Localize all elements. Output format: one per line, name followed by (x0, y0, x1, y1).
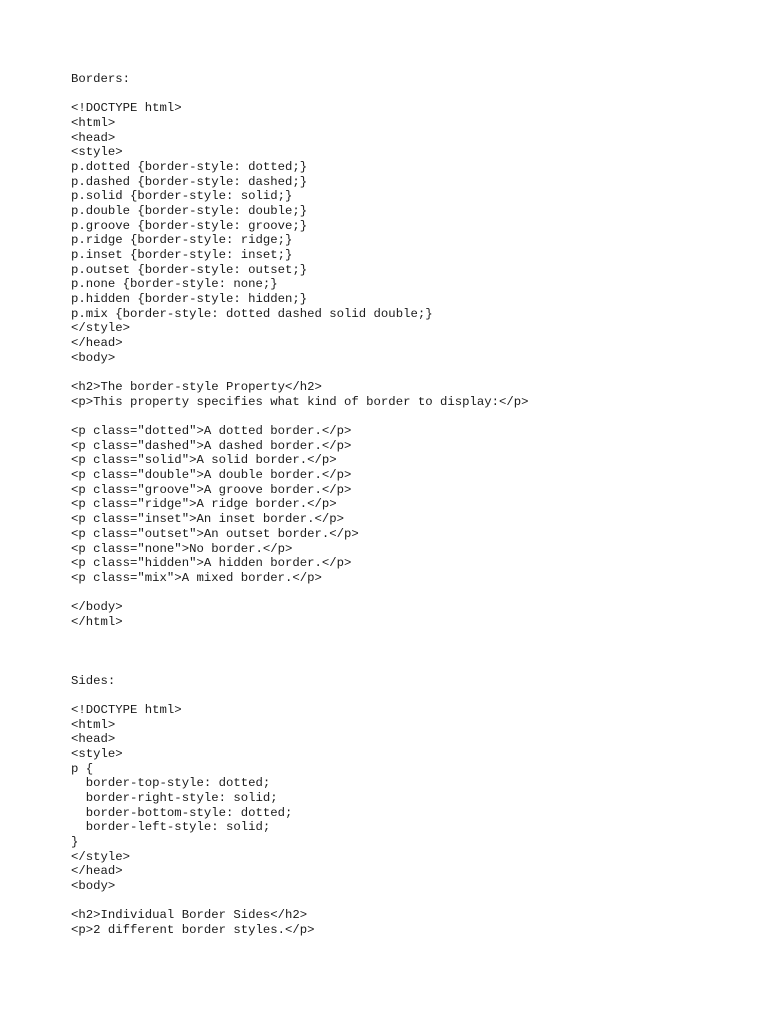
code-line: </head> (71, 336, 123, 351)
code-block (71, 101, 751, 629)
code-line: <p class="dotted">A dotted border.</p> (71, 424, 352, 439)
code-section (71, 674, 751, 938)
code-line: <p class="dashed">A dashed border.</p> (71, 438, 352, 453)
code-line: <p class="solid">A solid border.</p> (71, 453, 337, 468)
code-line: </html> (71, 614, 123, 629)
code-block (71, 703, 751, 938)
code-line: <p class="ridge">A ridge border.</p> (71, 497, 337, 512)
code-section (71, 72, 751, 630)
code-line: border-left-style: solid; (71, 820, 271, 835)
section-spacer (71, 630, 751, 674)
code-line: p.ridge {border-style: ridge;} (71, 233, 293, 248)
section-heading: Borders: (71, 72, 131, 86)
code-line: <p class="mix">A mixed border.</p> (71, 570, 322, 585)
code-line: <!DOCTYPE html> (71, 702, 182, 717)
code-line: <head> (71, 732, 116, 747)
code-line: p.mix {border-style: dotted dashed solid double;} (71, 306, 433, 321)
code-line: <body> (71, 350, 116, 365)
code-line: <head> (71, 130, 116, 145)
blank-line (71, 365, 751, 380)
code-line: p.groove {border-style: groove;} (71, 218, 308, 233)
code-line: p.none {border-style: none;} (71, 277, 278, 292)
code-line: p.solid {border-style: solid;} (71, 189, 293, 204)
code-line: <p class="none">No border.</p> (71, 541, 293, 556)
blank-line (71, 586, 751, 601)
code-line: <p class="outset">An outset border.</p> (71, 526, 359, 541)
code-line: p.dashed {border-style: dashed;} (71, 174, 308, 189)
code-line: <style> (71, 746, 123, 761)
code-line: p.dotted {border-style: dotted;} (71, 160, 308, 175)
code-line: p.inset {border-style: inset;} (71, 248, 293, 263)
code-line: border-right-style: solid; (71, 790, 278, 805)
code-line: <html> (71, 717, 116, 732)
code-line: <html> (71, 116, 116, 131)
code-line: <p>2 different border styles.</p> (71, 922, 315, 937)
document-body (71, 72, 751, 938)
blank-line (71, 409, 751, 424)
code-line: <style> (71, 145, 123, 160)
code-line: border-top-style: dotted; (71, 776, 271, 791)
document-page (71, 72, 751, 938)
code-line: border-bottom-style: dotted; (71, 805, 293, 820)
code-line: </style> (71, 849, 131, 864)
code-line: <h2>Individual Border Sides</h2> (71, 908, 308, 923)
code-line: p.hidden {border-style: hidden;} (71, 292, 308, 307)
code-line: } (71, 834, 79, 849)
code-line: <p class="double">A double border.</p> (71, 468, 352, 483)
code-line: </body> (71, 600, 123, 615)
code-line: <p class="hidden">A hidden border.</p> (71, 556, 352, 571)
blank-line (71, 688, 751, 703)
blank-line (71, 894, 751, 909)
code-line: p { (71, 761, 94, 776)
code-line: <h2>The border-style Property</h2> (71, 380, 322, 395)
code-line: p.outset {border-style: outset;} (71, 262, 308, 277)
code-line: <!DOCTYPE html> (71, 101, 182, 116)
code-line: <body> (71, 878, 116, 893)
blank-line (71, 87, 751, 102)
code-line: </head> (71, 864, 123, 879)
code-line: p.double {border-style: double;} (71, 204, 308, 219)
code-line: <p class="groove">A groove border.</p> (71, 482, 352, 497)
section-heading: Sides: (71, 673, 116, 688)
code-line: <p>This property specifies what kind of border to display:</p> (71, 394, 529, 409)
code-line: </style> (71, 321, 131, 336)
code-line: <p class="inset">An inset border.</p> (71, 512, 345, 527)
